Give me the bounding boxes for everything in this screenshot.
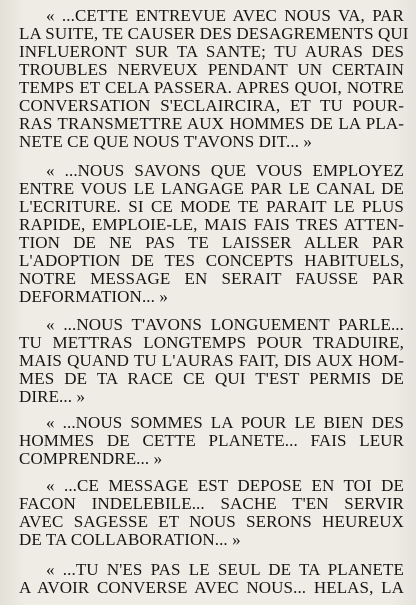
text-line: « ...NOUS T'AVONS LONGUEMENT PARLE...	[46, 316, 404, 334]
paragraph-4	[0, 414, 416, 468]
text-line: DIRE... »	[19, 388, 86, 406]
paragraph-6	[0, 561, 416, 597]
text-line: AVEC SAGESSE ET NOUS SERONS HEUREUX	[19, 513, 404, 531]
text-line: LA SUITE, TE CAUSER DES DESAGREMENTS QUI	[19, 25, 409, 43]
text-line: « ...NOUS SAVONS QUE VOUS EMPLOYEZ	[46, 162, 404, 180]
text-line: NOTRE MESSAGE EN SERAIT FAUSSE PAR	[19, 270, 404, 288]
text-line: L'ADOPTION DE TES CONCEPTS HABITUELS,	[19, 252, 404, 270]
text-line: NETE CE QUE NOUS T'AVONS DIT... »	[19, 133, 312, 151]
text-line: MES DE TA RACE CE QUI T'EST PERMIS DE	[19, 370, 404, 388]
text-line: ENTRE VOUS LE LANGAGE PAR LE CANAL DE	[19, 180, 404, 198]
text-line: TU METTRAS LONGTEMPS POUR TRADUIRE,	[19, 334, 404, 352]
text-line: DEFORMATION... »	[19, 288, 168, 306]
text-line: « ...TU N'ES PAS LE SEUL DE TA PLANETE	[46, 561, 404, 579]
text-line: FACON INDELEBILE... SACHE T'EN SERVIR	[19, 495, 404, 513]
text-line: INFLUERONT SUR TA SANTE; TU AURAS DES	[19, 43, 404, 61]
text-line: RAS TRANSMETTRE AUX HOMMES DE LA PLA-	[19, 115, 404, 133]
text-line: TEMPS ET CELA PASSERA. APRES QUOI, NOTRE	[19, 79, 404, 97]
text-line: CONVERSATION S'ECLAIRCIRA, ET TU POUR-	[19, 97, 404, 115]
paragraph-1	[0, 7, 416, 151]
text-line: « ...NOUS SOMMES LA POUR LE BIEN DES	[46, 414, 404, 432]
text-line: DE TA COLLABORATION... »	[19, 531, 241, 549]
text-line: TION DE NE PAS TE LAISSER ALLER PAR	[19, 234, 404, 252]
text-line: A AVOIR CONVERSE AVEC NOUS... HELAS, LA	[19, 579, 404, 597]
text-line: « ...CETTE ENTREVUE AVEC NOUS VA, PAR	[46, 7, 404, 25]
text-line: « ...CE MESSAGE EST DEPOSE EN TOI DE	[46, 477, 404, 495]
text-line: MAIS QUAND TU L'AURAS FAIT, DIS AUX HOM-	[19, 352, 404, 370]
paragraph-5	[0, 477, 416, 549]
text-line: COMPRENDRE... »	[19, 450, 163, 468]
text-line: HOMMES DE CETTE PLANETE... FAIS LEUR	[19, 432, 404, 450]
paragraph-2	[0, 162, 416, 306]
text-line: RAPIDE, EMPLOIE-LE, MAIS FAIS TRES ATTEN-	[19, 216, 404, 234]
paragraph-3	[0, 316, 416, 406]
text-line: L'ECRITURE. SI CE MODE TE PARAIT LE PLUS	[19, 198, 404, 216]
text-line: TROUBLES NERVEUX PENDANT UN CERTAIN	[19, 61, 404, 79]
